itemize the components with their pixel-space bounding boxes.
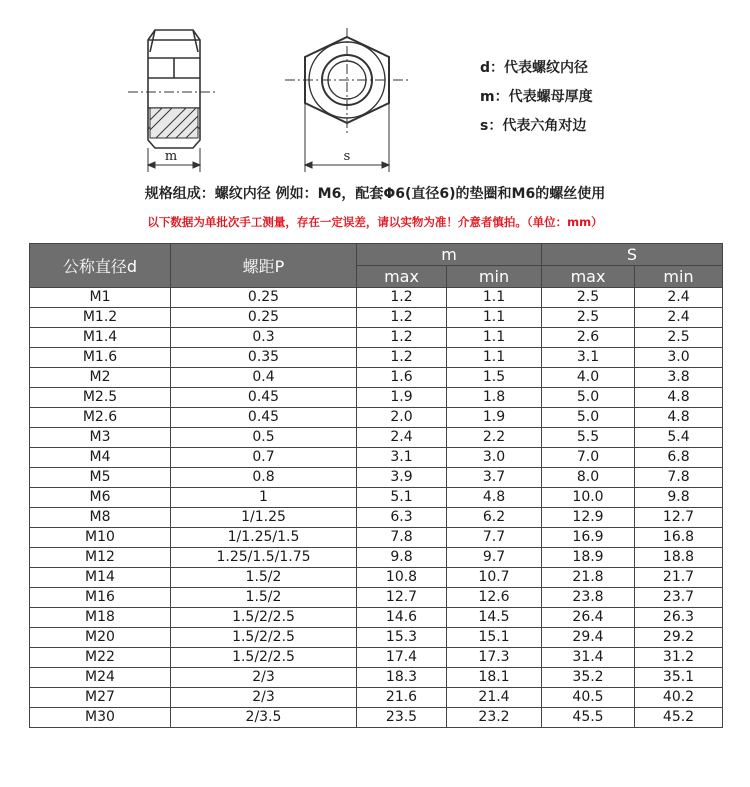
cell-pitch: 1.5/2/2.5 <box>171 628 357 648</box>
header-s: S <box>542 244 723 266</box>
cell-m-max: 1.6 <box>357 368 447 388</box>
cell-s-max: 8.0 <box>542 468 635 488</box>
cell-s-max: 7.0 <box>542 448 635 468</box>
table-row <box>30 508 723 528</box>
table-body <box>30 288 723 728</box>
cell-pitch: 0.25 <box>171 288 357 308</box>
cell-s-max: 40.5 <box>542 688 635 708</box>
cell-s-min: 2.4 <box>635 308 723 328</box>
cell-pitch: 0.45 <box>171 408 357 428</box>
cell-pitch: 0.3 <box>171 328 357 348</box>
cell-diameter: M22 <box>30 648 171 668</box>
table-row <box>30 408 723 428</box>
cell-m-max: 2.4 <box>357 428 447 448</box>
cell-diameter: M8 <box>30 508 171 528</box>
cell-m-max: 23.5 <box>357 708 447 728</box>
table-row <box>30 288 723 308</box>
cell-s-min: 18.8 <box>635 548 723 568</box>
header-diameter: 公称直径d <box>30 244 171 288</box>
cell-s-max: 21.8 <box>542 568 635 588</box>
m-dimension-label: m <box>164 149 178 164</box>
nut-hatch <box>150 108 198 138</box>
cell-diameter: M2.5 <box>30 388 171 408</box>
cell-m-max: 7.8 <box>357 528 447 548</box>
cell-s-max: 10.0 <box>542 488 635 508</box>
cell-s-min: 9.8 <box>635 488 723 508</box>
cell-pitch: 2/3.5 <box>171 708 357 728</box>
cell-m-min: 15.1 <box>447 628 542 648</box>
cell-diameter: M4 <box>30 448 171 468</box>
cell-m-min: 2.2 <box>447 428 542 448</box>
cell-pitch: 1.5/2/2.5 <box>171 648 357 668</box>
cell-m-min: 1.5 <box>447 368 542 388</box>
cell-m-max: 1.2 <box>357 328 447 348</box>
cell-diameter: M1.4 <box>30 328 171 348</box>
cell-s-min: 31.2 <box>635 648 723 668</box>
cell-s-min: 21.7 <box>635 568 723 588</box>
cell-m-min: 18.1 <box>447 668 542 688</box>
cell-s-min: 16.8 <box>635 528 723 548</box>
cell-m-min: 1.1 <box>447 288 542 308</box>
cell-m-min: 1.1 <box>447 328 542 348</box>
cell-s-min: 6.8 <box>635 448 723 468</box>
cell-s-max: 4.0 <box>542 368 635 388</box>
header-m-min: min <box>447 266 542 288</box>
cell-pitch: 1 <box>171 488 357 508</box>
table-row <box>30 648 723 668</box>
cell-s-min: 7.8 <box>635 468 723 488</box>
cell-s-min: 5.4 <box>635 428 723 448</box>
header-s-max: max <box>542 266 635 288</box>
cell-m-max: 2.0 <box>357 408 447 428</box>
cell-pitch: 0.45 <box>171 388 357 408</box>
cell-pitch: 1.25/1.5/1.75 <box>171 548 357 568</box>
cell-s-max: 31.4 <box>542 648 635 668</box>
cell-diameter: M10 <box>30 528 171 548</box>
cell-diameter: M2 <box>30 368 171 388</box>
cell-m-max: 1.9 <box>357 388 447 408</box>
cell-m-min: 3.7 <box>447 468 542 488</box>
spec-description: 规格组成：螺纹内径 例如：M6，配套Φ6(直径6)的垫圈和M6的螺丝使用 <box>144 186 606 202</box>
cell-pitch: 0.35 <box>171 348 357 368</box>
cell-m-max: 10.8 <box>357 568 447 588</box>
cell-diameter: M1.6 <box>30 348 171 368</box>
table-row <box>30 668 723 688</box>
table-row <box>30 388 723 408</box>
cell-s-min: 4.8 <box>635 408 723 428</box>
cell-s-max: 26.4 <box>542 608 635 628</box>
header-m-max: max <box>357 266 447 288</box>
cell-m-max: 21.6 <box>357 688 447 708</box>
cell-diameter: M1.2 <box>30 308 171 328</box>
cell-pitch: 1/1.25/1.5 <box>171 528 357 548</box>
cell-m-min: 1.1 <box>447 348 542 368</box>
cell-m-max: 1.2 <box>357 308 447 328</box>
cell-m-min: 14.5 <box>447 608 542 628</box>
table-row <box>30 488 723 508</box>
table-row <box>30 608 723 628</box>
cell-s-min: 35.1 <box>635 668 723 688</box>
nut-spec-table <box>29 243 723 728</box>
cell-s-max: 45.5 <box>542 708 635 728</box>
cell-s-max: 5.0 <box>542 408 635 428</box>
cell-s-max: 5.5 <box>542 428 635 448</box>
cell-s-min: 4.8 <box>635 388 723 408</box>
cell-m-max: 1.2 <box>357 348 447 368</box>
cell-s-min: 2.5 <box>635 328 723 348</box>
table-row <box>30 708 723 728</box>
table-row <box>30 308 723 328</box>
cell-s-max: 2.5 <box>542 288 635 308</box>
cell-pitch: 2/3 <box>171 668 357 688</box>
cell-pitch: 0.7 <box>171 448 357 468</box>
cell-pitch: 0.5 <box>171 428 357 448</box>
dimension-legend <box>480 54 700 141</box>
cell-s-max: 12.9 <box>542 508 635 528</box>
cell-m-min: 10.7 <box>447 568 542 588</box>
cell-pitch: 0.25 <box>171 308 357 328</box>
cell-diameter: M16 <box>30 588 171 608</box>
cell-m-max: 9.8 <box>357 548 447 568</box>
table-row <box>30 548 723 568</box>
cell-s-max: 18.9 <box>542 548 635 568</box>
cell-pitch: 2/3 <box>171 688 357 708</box>
header-m: m <box>357 244 542 266</box>
cell-m-min: 21.4 <box>447 688 542 708</box>
cell-m-max: 15.3 <box>357 628 447 648</box>
cell-m-min: 23.2 <box>447 708 542 728</box>
cell-diameter: M3 <box>30 428 171 448</box>
cell-s-max: 16.9 <box>542 528 635 548</box>
cell-m-min: 4.8 <box>447 488 542 508</box>
cell-s-min: 12.7 <box>635 508 723 528</box>
cell-s-max: 5.0 <box>542 388 635 408</box>
header-pitch: 螺距P <box>171 244 357 288</box>
cell-diameter: M30 <box>30 708 171 728</box>
cell-m-max: 6.3 <box>357 508 447 528</box>
table-row <box>30 568 723 588</box>
cell-pitch: 1.5/2 <box>171 568 357 588</box>
cell-s-min: 3.0 <box>635 348 723 368</box>
cell-diameter: M14 <box>30 568 171 588</box>
legend-d: d：代表螺纹内径 <box>480 60 589 76</box>
cell-diameter: M12 <box>30 548 171 568</box>
cell-diameter: M27 <box>30 688 171 708</box>
table-row <box>30 588 723 608</box>
cell-s-max: 29.4 <box>542 628 635 648</box>
measurement-notice: 以下数据为单批次手工测量，存在一定误差，请以实物为准！介意者慎拍。（单位：mm） <box>147 215 603 229</box>
cell-m-max: 17.4 <box>357 648 447 668</box>
cell-pitch: 1.5/2/2.5 <box>171 608 357 628</box>
cell-pitch: 1.5/2 <box>171 588 357 608</box>
table-row <box>30 628 723 648</box>
cell-s-max: 2.5 <box>542 308 635 328</box>
cell-s-min: 45.2 <box>635 708 723 728</box>
cell-s-min: 29.2 <box>635 628 723 648</box>
cell-diameter: M1 <box>30 288 171 308</box>
cell-s-max: 2.6 <box>542 328 635 348</box>
cell-m-min: 9.7 <box>447 548 542 568</box>
cell-s-max: 35.2 <box>542 668 635 688</box>
table-row <box>30 368 723 388</box>
cell-m-min: 1.1 <box>447 308 542 328</box>
cell-m-min: 12.6 <box>447 588 542 608</box>
cell-s-min: 40.2 <box>635 688 723 708</box>
cell-m-max: 1.2 <box>357 288 447 308</box>
cell-m-min: 7.7 <box>447 528 542 548</box>
cell-m-min: 1.8 <box>447 388 542 408</box>
table-row <box>30 328 723 348</box>
cell-s-min: 2.4 <box>635 288 723 308</box>
cell-m-min: 17.3 <box>447 648 542 668</box>
table-row <box>30 428 723 448</box>
cell-diameter: M2.6 <box>30 408 171 428</box>
cell-m-min: 1.9 <box>447 408 542 428</box>
cell-pitch: 0.4 <box>171 368 357 388</box>
cell-s-max: 3.1 <box>542 348 635 368</box>
cell-m-min: 6.2 <box>447 508 542 528</box>
cell-diameter: M6 <box>30 488 171 508</box>
cell-s-min: 26.3 <box>635 608 723 628</box>
cell-s-min: 3.8 <box>635 368 723 388</box>
cell-diameter: M5 <box>30 468 171 488</box>
cell-m-max: 14.6 <box>357 608 447 628</box>
legend-s: s：代表六角对边 <box>480 118 587 134</box>
cell-pitch: 1/1.25 <box>171 508 357 528</box>
table-row <box>30 528 723 548</box>
cell-s-max: 23.8 <box>542 588 635 608</box>
cell-s-min: 23.7 <box>635 588 723 608</box>
legend-m: m：代表螺母厚度 <box>480 89 593 105</box>
cell-diameter: M20 <box>30 628 171 648</box>
cell-pitch: 0.8 <box>171 468 357 488</box>
cell-m-max: 18.3 <box>357 668 447 688</box>
cell-m-max: 5.1 <box>357 488 447 508</box>
s-dimension-label: s <box>343 149 351 164</box>
table-row <box>30 348 723 368</box>
cell-m-max: 12.7 <box>357 588 447 608</box>
table-row <box>30 468 723 488</box>
cell-diameter: M24 <box>30 668 171 688</box>
cell-m-max: 3.1 <box>357 448 447 468</box>
table-row <box>30 688 723 708</box>
cell-diameter: M18 <box>30 608 171 628</box>
table-row <box>30 448 723 468</box>
cell-m-min: 3.0 <box>447 448 542 468</box>
cell-m-max: 3.9 <box>357 468 447 488</box>
header-s-min: min <box>635 266 723 288</box>
